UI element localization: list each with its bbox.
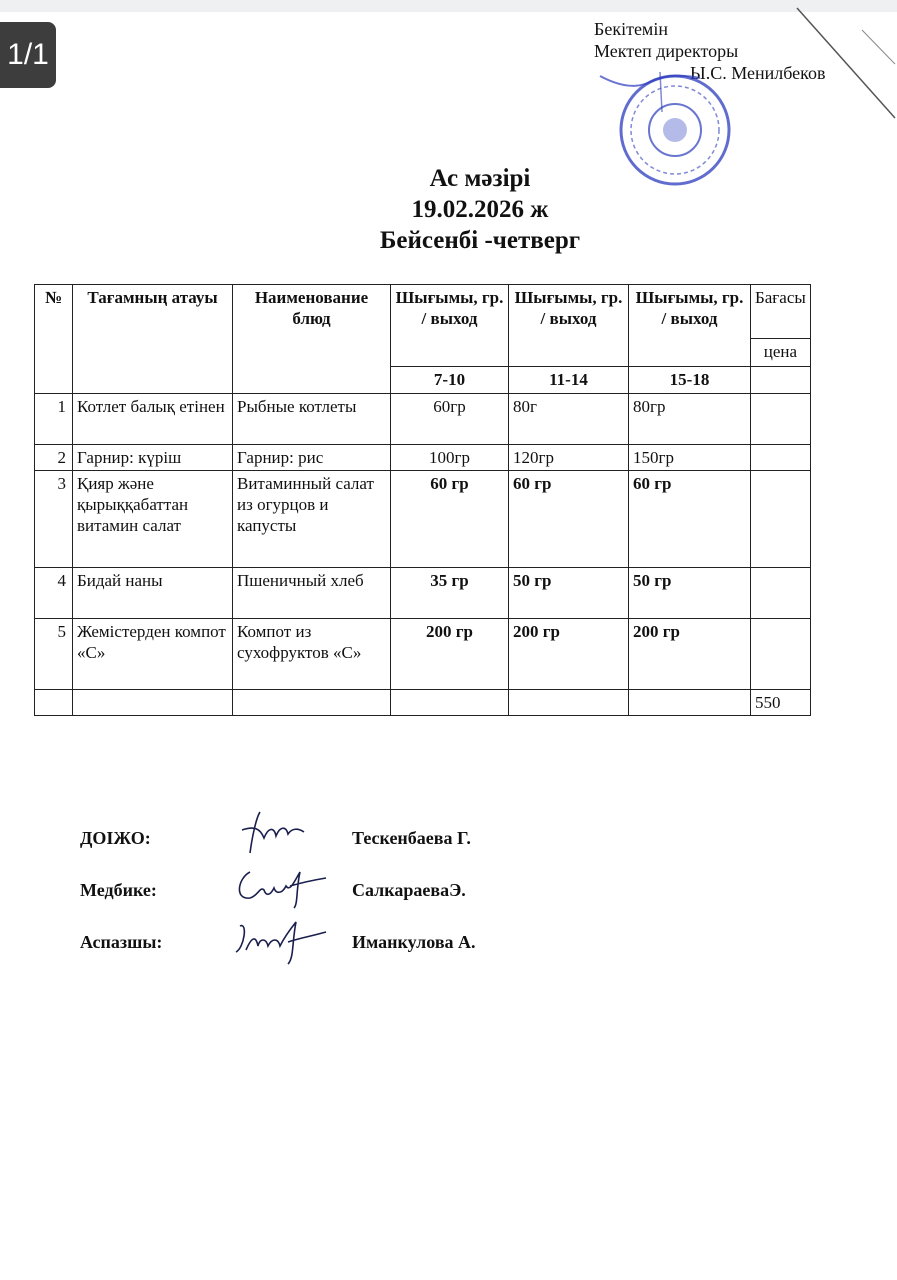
- empty-cell: [391, 690, 509, 716]
- row-yield-1: 100гр: [391, 445, 509, 471]
- handwritten-signature: [230, 860, 330, 910]
- signature-role: ДОІЖО:: [80, 828, 151, 848]
- row-yield-2: 200 гр: [509, 619, 629, 690]
- empty-cell: [751, 367, 811, 394]
- menu-date: 19.02.2026 ж: [411, 196, 549, 223]
- row-yield-3: 80гр: [629, 394, 751, 445]
- header-price-ru: цена: [751, 339, 811, 367]
- signature-role: Аспазшы:: [80, 932, 163, 952]
- top-strip: [0, 0, 897, 12]
- table-row: [35, 445, 811, 471]
- age-group-cell: 7-10: [391, 367, 509, 394]
- table-row: [35, 619, 811, 690]
- age-group-cell: 11-14: [509, 367, 629, 394]
- approval-line-1: Бекітемін: [594, 19, 668, 39]
- page-counter[interactable]: 1/1: [0, 22, 56, 88]
- empty-cell: [35, 690, 73, 716]
- row-price: [751, 619, 811, 690]
- row-yield-3: 200 гр: [629, 619, 751, 690]
- row-no: 2: [35, 445, 73, 471]
- menu-title: Ас мәзірі: [429, 165, 531, 192]
- row-no: 3: [35, 471, 73, 568]
- handwritten-signature: [230, 808, 310, 858]
- header-no: №: [35, 285, 73, 394]
- row-name-kz: Котлет балық етінен: [73, 394, 233, 445]
- row-name-ru: Рыбные котлеты: [233, 394, 391, 445]
- empty-cell: [233, 690, 391, 716]
- empty-cell: [73, 690, 233, 716]
- row-name-ru: Компот из сухофруктов «С»: [233, 619, 391, 690]
- row-name-ru: Гарнир: рис: [233, 445, 391, 471]
- age-group-cell: 15-18: [629, 367, 751, 394]
- row-yield-2: 80г: [509, 394, 629, 445]
- row-yield-1: 35 гр: [391, 568, 509, 619]
- signature-role: Медбике:: [80, 880, 157, 900]
- header-yield-3: Шығымы, гр. / выход: [629, 285, 751, 367]
- menu-heading: [0, 163, 897, 256]
- row-name-ru: Пшеничный хлеб: [233, 568, 391, 619]
- row-name-kz: Бидай наны: [73, 568, 233, 619]
- handwritten-signature: [230, 912, 330, 966]
- menu-day: Бейсенбі -четверг: [379, 227, 581, 254]
- table-row: [35, 568, 811, 619]
- header-yield-1: Шығымы, гр. / выход: [391, 285, 509, 367]
- header-price-kz: Бағасы: [751, 285, 811, 339]
- signature-name: СалкараеваЭ.: [352, 880, 466, 900]
- empty-cell: [629, 690, 751, 716]
- approval-line-3: Ы.С. Менилбеков: [690, 63, 826, 83]
- header-yield-2: Шығымы, гр. / выход: [509, 285, 629, 367]
- row-no: 5: [35, 619, 73, 690]
- row-price: [751, 445, 811, 471]
- row-name-kz: Гарнир: күріш: [73, 445, 233, 471]
- signature-name: Иманкулова А.: [352, 932, 476, 952]
- table-header-row: [35, 285, 811, 339]
- approval-line-2: Мектеп директоры: [594, 41, 739, 61]
- row-no: 1: [35, 394, 73, 445]
- row-name-kz: Қияр және қырыққабаттан витамин салат: [73, 471, 233, 568]
- header-name-kz: Тағамның атауы: [73, 285, 233, 394]
- row-yield-2: 50 гр: [509, 568, 629, 619]
- row-price: [751, 394, 811, 445]
- row-price: [751, 568, 811, 619]
- row-yield-3: 150гр: [629, 445, 751, 471]
- row-yield-3: 50 гр: [629, 568, 751, 619]
- row-name-kz: Жемістерден компот «С»: [73, 619, 233, 690]
- header-name-ru: Наименование блюд: [233, 285, 391, 394]
- row-yield-1: 60гр: [391, 394, 509, 445]
- signature-name: Тескенбаева Г.: [352, 828, 471, 848]
- row-yield-1: 200 гр: [391, 619, 509, 690]
- total-price: 550: [751, 690, 811, 716]
- row-yield-3: 60 гр: [629, 471, 751, 568]
- table-row: [35, 394, 811, 445]
- row-yield-2: 60 гр: [509, 471, 629, 568]
- row-yield-2: 120гр: [509, 445, 629, 471]
- empty-cell: [509, 690, 629, 716]
- total-row: [35, 690, 811, 716]
- row-name-ru: Витаминный салат из огурцов и капусты: [233, 471, 391, 568]
- row-price: [751, 471, 811, 568]
- row-yield-1: 60 гр: [391, 471, 509, 568]
- table-row: [35, 471, 811, 568]
- row-no: 4: [35, 568, 73, 619]
- menu-table: [34, 284, 811, 716]
